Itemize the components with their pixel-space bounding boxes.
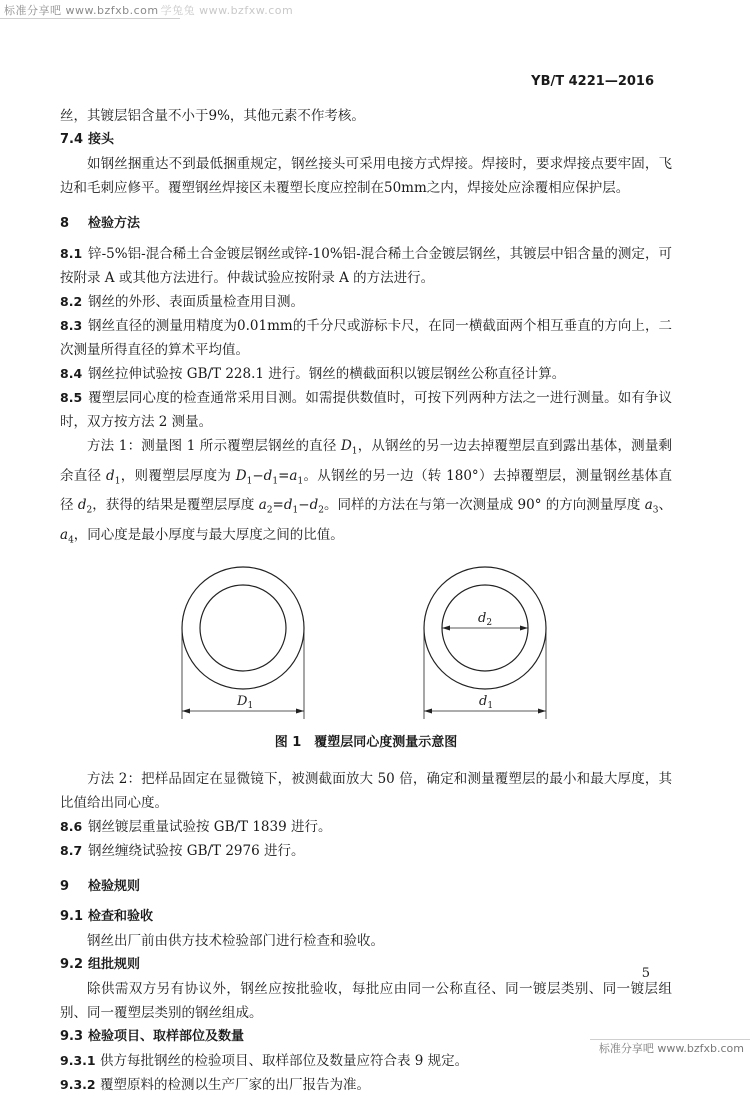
section-9-heading: 9 检验规则	[60, 878, 141, 894]
section-9-1-heading: 9.1 检查和验收	[60, 908, 154, 924]
clause-8-2: 8.2 钢丝的外形、表面质量检查用目测。	[60, 294, 304, 310]
section-9-2-heading: 9.2 组批规则	[60, 956, 141, 972]
clause-9-3-2: 9.3.2 覆塑原料的检测以生产厂家的出厂报告为准。	[60, 1076, 370, 1093]
label-d2: $d_2$	[478, 610, 493, 628]
concentricity-diagram	[60, 559, 672, 727]
section-7-4-text: 如钢丝捆重达不到最低捆重规定，钢丝接头可采用电接方式焊接。焊接时，要求焊接点要牢固，飞边和毛刺应修平。覆塑钢丝焊接区未覆塑长度应控制在50mm之内，焊接处应涂覆相应保护层。	[60, 156, 672, 196]
clause-8-3: 8.3 钢丝直径的测量用精度为0.01mm的千分尺或游标卡尺，在同一横截面两个相互垂直的方向上，二次测量所得直径的算术平均值。	[60, 318, 672, 358]
clause-9-3-1: 9.3.1 供方每批钢丝的检验项目、取样部位及数量应符合表 9 规定。	[60, 1052, 469, 1069]
clause-8-7: 8.7 钢丝缠绕试验按 GB/T 2976 进行。	[60, 842, 305, 859]
label-d1: $d_1$	[479, 693, 494, 711]
watermark-top: 标准分享吧 www.bzfxb.com 学兔兔 www.bzfxw.com	[4, 4, 294, 17]
section-9-2-text: 除供需双方另有协议外，钢丝应按批验收，每批应由同一公称直径、同一镀层类别、同一镀层组别、同一覆塑层类别的钢丝组成。	[60, 980, 672, 1021]
section-8-heading: 8 检验方法	[60, 216, 141, 231]
label-D1: $D_1$	[237, 693, 254, 711]
watermark-bottom: 标准分享吧 www.bzfxb.com	[598, 1042, 744, 1055]
clause-8-4: 8.4 钢丝拉伸试验按 GB/T 228.1 进行。钢丝的横截面积以镀层钢丝公称直径计算。	[60, 366, 566, 382]
method-2-text: 方法 2：把样品固定在显微镜下，被测截面放大 50 倍，确定和测量覆塑层的最小和最大厚度，其比值给出同心度。	[60, 770, 672, 811]
left-inner-circle	[200, 585, 286, 671]
watermark-top-divider	[0, 18, 180, 19]
figure-1	[60, 559, 672, 727]
intro-line: 丝，其镀层铝含量不小于9%，其他元素不作考核。	[60, 108, 365, 124]
section-9-3-heading: 9.3 检验项目、取样部位及数量	[60, 1028, 245, 1044]
section-7-4-heading: 7.4 接头	[60, 132, 115, 147]
section-9-1-text: 钢丝出厂前由供方技术检验部门进行检查和验收。	[87, 932, 384, 949]
clause-8-5: 8.5 覆塑层同心度的检查通常采用目测。如需提供数值时，可按下列两种方法之一进行测量。如有争议时，双方按方法 2 测量。	[60, 390, 672, 430]
standard-code: YB/T 4221—2016	[531, 74, 654, 89]
clause-8-1: 8.1 锌-5%铝-混合稀土合金镀层钢丝或锌-10%铝-混合稀土合金镀层钢丝，其镀层中铝含量的测定，可按附录 A 或其他方法进行。仲裁试验应按附录 A 的方法进行。	[60, 246, 672, 286]
document-body	[60, 104, 672, 1097]
method-1-text: 方法 1：测量图 1 所示覆塑层钢丝的直径 $D_1$，从钢丝的另一边去掉覆塑层直到露出基体，测量剩余直径 $d_1$，则覆塑层厚度为 $D_1-d_1=a_1$。从钢丝的另一边（转 180°）去掉覆塑层，测量钢丝基体直径 $d_2$，获得的结果是覆塑层厚度 $a_2=d_1-d_2$。同样的方法在与第一次测量成 90° 的方向测量厚度 $a_3$、$a_4$，同心度是最小厚度与最大厚度之间的比值。	[60, 438, 673, 546]
clause-8-6: 8.6 钢丝镀层重量试验按 GB/T 1839 进行。	[60, 818, 332, 835]
figure-1-caption: 图 1 覆塑层同心度测量示意图	[274, 734, 458, 750]
page-number: 5	[641, 966, 650, 981]
